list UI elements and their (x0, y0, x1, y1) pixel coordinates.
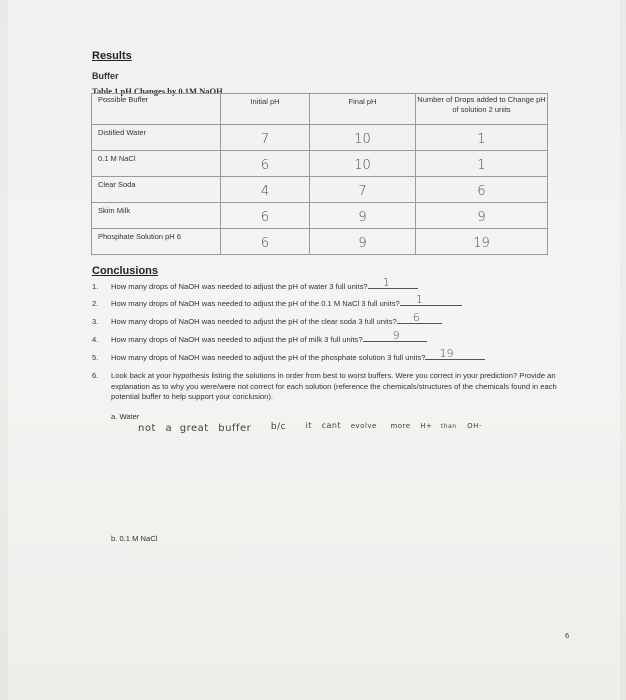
initial-ph-value: 6 (221, 203, 310, 229)
subquestion-a-label: a. Water (111, 412, 140, 421)
handwritten-word: H+ (420, 422, 433, 430)
answer-blank[interactable] (425, 347, 485, 360)
handwritten-answer: 1 (415, 293, 423, 306)
table-row (92, 229, 548, 255)
buffer-name: Distilled Water (92, 125, 221, 151)
buffer-name: 0.1 M NaCl (92, 151, 221, 177)
answer-blank[interactable] (363, 329, 427, 342)
subquestion-b-label: b. 0.1 M NaCl (111, 534, 158, 543)
drops-value: 1 (416, 151, 548, 177)
question-number: 5. (92, 353, 99, 362)
initial-ph-value: 6 (221, 229, 310, 255)
table-row (92, 177, 548, 203)
buffer-heading: Buffer (92, 71, 119, 81)
answer-blank[interactable] (397, 311, 442, 324)
table-row (92, 203, 548, 229)
handwritten-answer-water (138, 416, 482, 435)
worksheet-page (8, 0, 620, 700)
question-4 (92, 329, 427, 344)
question-text: How many drops of NaOH was needed to adjust the pH of milk 3 full units? (111, 335, 363, 344)
handwritten-answer: 19 (439, 347, 454, 360)
handwritten-answer: 1 (382, 276, 390, 289)
results-title: Results (92, 50, 132, 62)
handwritten-word: buffer (218, 423, 252, 434)
handwritten-word: than (440, 423, 457, 430)
question-number: 4. (92, 335, 99, 344)
final-ph-value: 10 (310, 151, 416, 177)
header-drops-added: Number of Drops added to Change pH of solution 2 units (416, 94, 548, 125)
page-number: 6 (565, 631, 570, 640)
handwritten-word: not (138, 423, 156, 434)
question-number: 3. (92, 317, 99, 326)
drops-value: 1 (416, 125, 548, 151)
ph-changes-table (91, 93, 548, 255)
question-text: How many drops of NaOH was needed to adjust the pH of the 0.1 M NaCl 3 full units? (111, 299, 400, 308)
initial-ph-value: 4 (221, 177, 310, 203)
buffer-name: Skim Milk (92, 203, 221, 229)
answer-blank[interactable] (368, 276, 418, 289)
handwritten-word: more (390, 422, 411, 430)
handwritten-word: b/c (270, 422, 287, 432)
drops-value: 19 (416, 229, 548, 255)
handwritten-word: great (179, 423, 209, 434)
question-number: 1. (92, 282, 99, 291)
conclusions-title: Conclusions (92, 265, 159, 277)
drops-value: 6 (416, 177, 548, 203)
table-row (92, 151, 548, 177)
handwritten-word: a (165, 423, 173, 434)
header-initial-ph: Initial pH (221, 94, 310, 125)
initial-ph-value: 6 (221, 151, 310, 177)
buffer-name: Clear Soda (92, 177, 221, 203)
handwritten-word: cant (321, 421, 342, 430)
question-number: 2. (92, 299, 99, 308)
handwritten-answer: 9 (392, 329, 400, 342)
header-final-ph: Final pH (310, 94, 416, 125)
question-5 (92, 347, 485, 362)
question-text: How many drops of NaOH was needed to adjust the pH of the clear soda 3 full units? (111, 317, 397, 326)
final-ph-value: 9 (310, 229, 416, 255)
table-caption: Table 1 pH Changes by 0.1M NaOH (92, 86, 223, 96)
handwritten-word: it (305, 421, 313, 430)
final-ph-value: 7 (310, 177, 416, 203)
question-number: 6. (92, 371, 99, 380)
table-header-row (92, 94, 548, 125)
drops-value: 9 (416, 203, 548, 229)
handwritten-word: OH- (467, 422, 482, 430)
header-possible-buffer: Possible Buffer (92, 94, 221, 125)
answer-blank[interactable] (400, 293, 462, 306)
question-text: Look back at your hypothesis listing the solutions in order from best to worst buffers. Were you correct in your prediction? Provide an explanation as to why you were/were not correct for each solution (reference the chemicals/structures of the chemicals found in each potential buffer to help support your conclusion). (111, 371, 557, 401)
buffer-name: Phosphate Solution pH 6 (92, 229, 221, 255)
question-6 (92, 371, 562, 403)
question-1 (92, 276, 418, 291)
table-row (92, 125, 548, 151)
question-text: How many drops of NaOH was needed to adjust the pH of water 3 full units? (111, 282, 368, 291)
handwritten-answer: 6 (412, 311, 420, 324)
initial-ph-value: 7 (221, 125, 310, 151)
final-ph-value: 9 (310, 203, 416, 229)
question-3 (92, 311, 442, 326)
question-2 (92, 293, 462, 308)
handwritten-word: evolve (350, 422, 377, 430)
final-ph-value: 10 (310, 125, 416, 151)
question-text: How many drops of NaOH was needed to adjust the pH of the phosphate solution 3 full units? (111, 353, 426, 362)
